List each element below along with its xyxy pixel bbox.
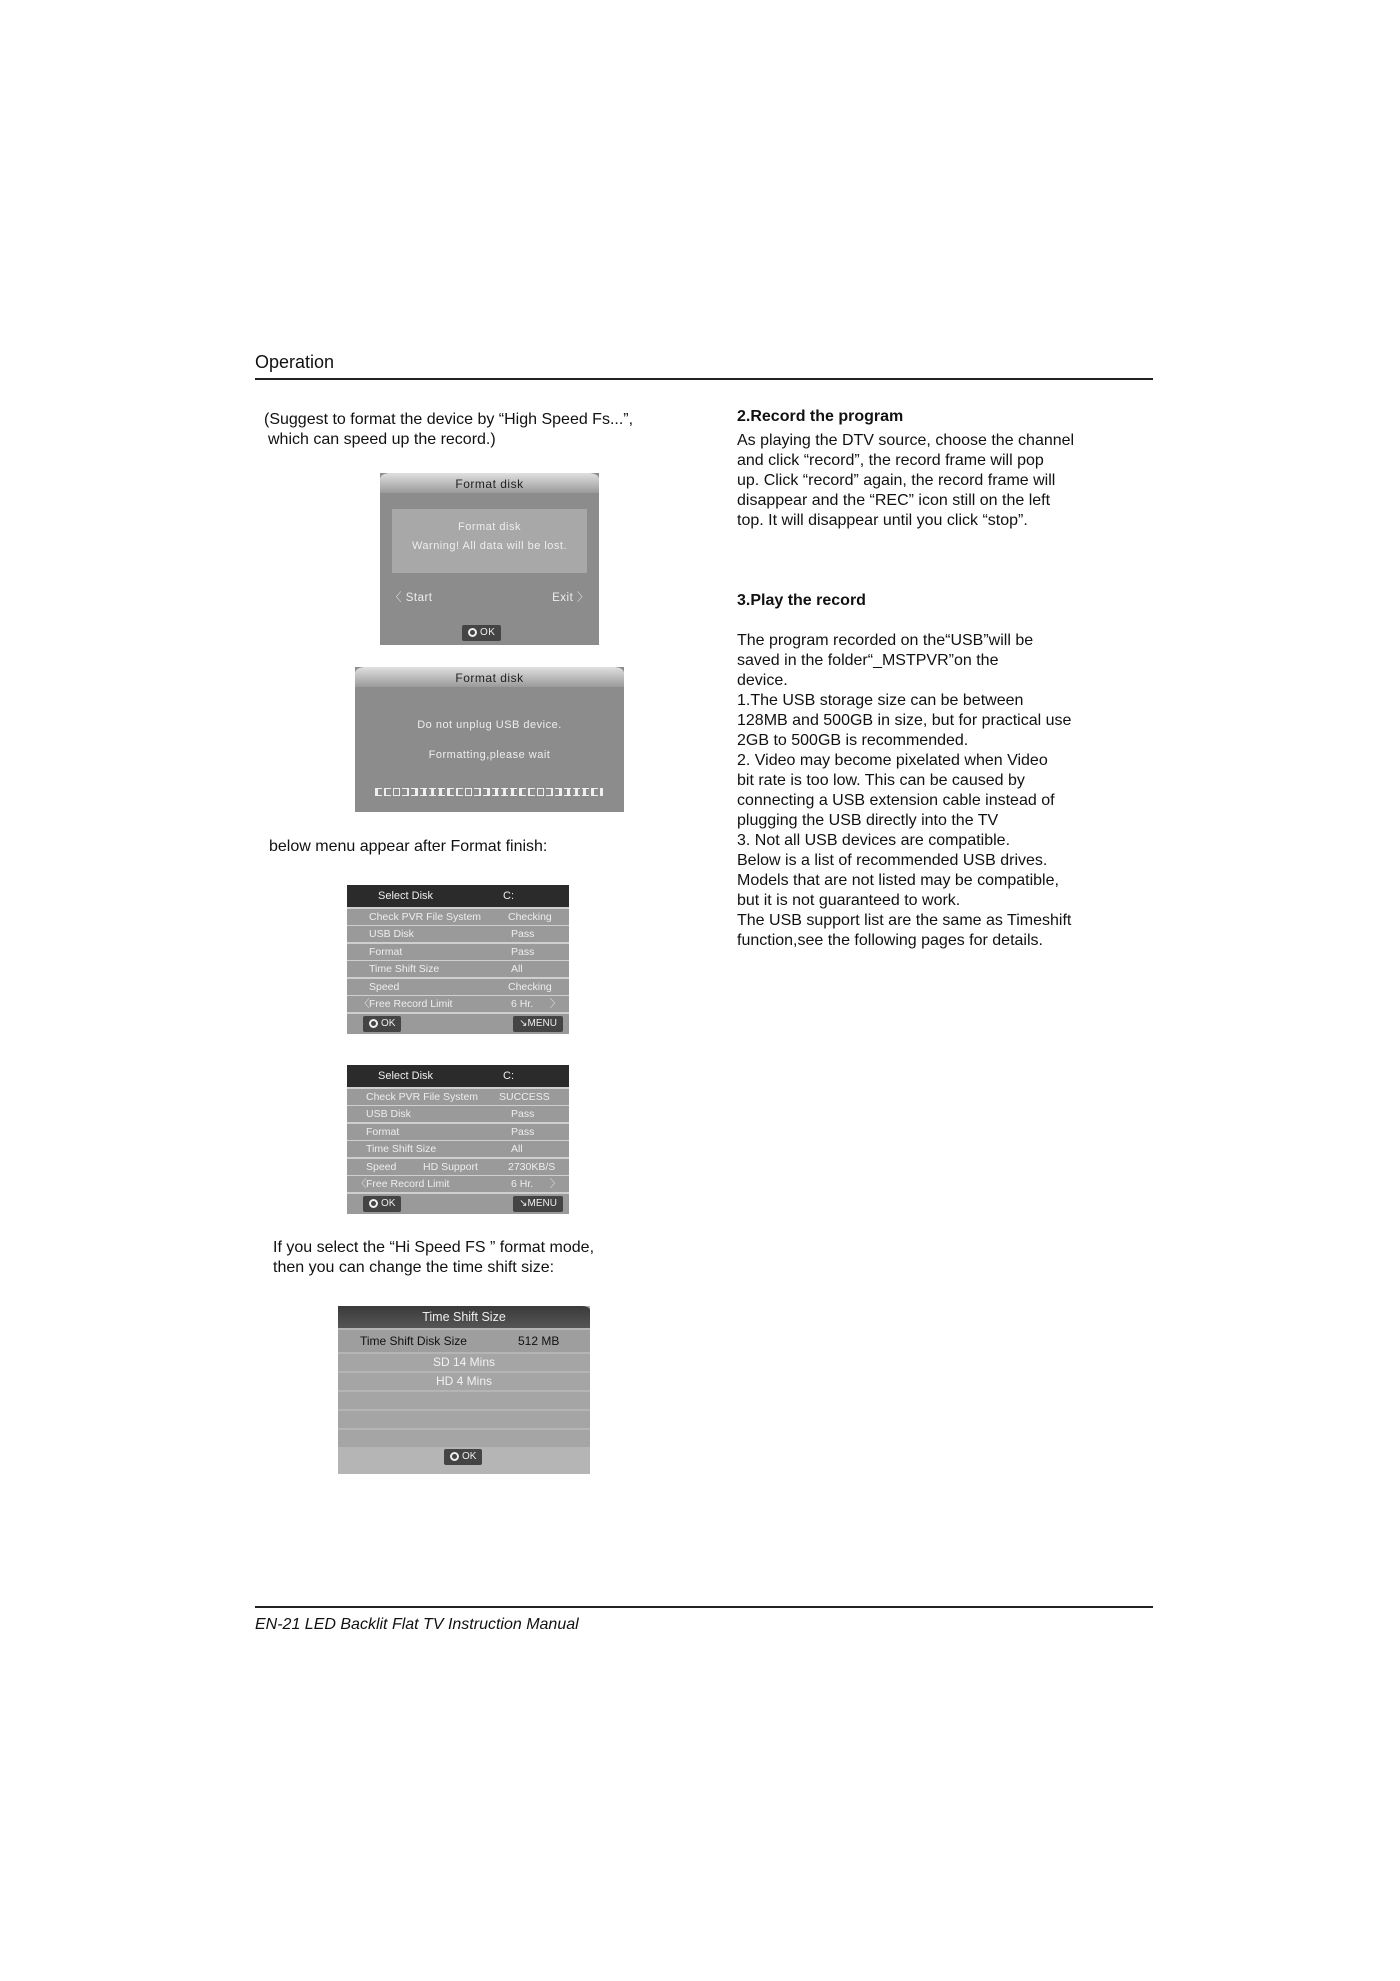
row-value: All [511, 1143, 523, 1155]
ok-button[interactable] [444, 1449, 482, 1465]
row-label: USB Disk [369, 928, 414, 940]
formatting-dialog-title: Format disk [355, 667, 624, 687]
menu2-row-speed[interactable] [347, 1159, 569, 1175]
time-shift-size-dialog [338, 1306, 590, 1474]
play-line: Below is a list of recommended USB drives. [737, 852, 1048, 869]
time-shift-footer [338, 1447, 590, 1467]
row-value: 6 Hr. [511, 1178, 534, 1190]
ok-label: OK [381, 1198, 396, 1209]
menu2-row-format[interactable] [347, 1124, 569, 1140]
ok-label: OK [480, 627, 496, 638]
unplug-warning: Do not unplug USB device. [417, 719, 562, 731]
ok-label: OK [381, 1018, 396, 1029]
play-line: The program recorded on the“USB”will be [737, 632, 1034, 649]
hd-minutes: HD 4 Mins [338, 1373, 590, 1390]
format-disk-dialog [380, 473, 599, 645]
play-line: function,see the following pages for details. [737, 932, 1043, 949]
menu-button[interactable] [513, 1016, 563, 1032]
record-line: and click “record”, the record frame will pop [737, 452, 1044, 469]
empty-row [338, 1430, 590, 1447]
menu-label: MENU [527, 1018, 557, 1029]
row-value: 2730KB/S [508, 1160, 556, 1173]
header-rule [255, 378, 1153, 380]
row-label: Check PVR File System [369, 910, 482, 923]
chevron-left-icon: 〈 [390, 592, 402, 604]
play-body [737, 631, 1137, 951]
chevron-right-icon: 〉 [577, 592, 589, 604]
ok-circle-icon [369, 1019, 378, 1028]
ok-circle-icon [468, 628, 477, 637]
record-line: top. It will disappear until you click “stop”. [737, 512, 1028, 529]
menu1-row-usb-disk[interactable] [347, 926, 569, 942]
hispeed-line-1: If you select the “Hi Speed FS ” format mode, [273, 1239, 595, 1256]
menu1-footer [347, 1014, 569, 1034]
footer-rule [255, 1606, 1153, 1608]
row-value: Checking [508, 980, 552, 993]
format-warning-box [392, 509, 587, 573]
format-dialog-title: Format disk [380, 473, 599, 493]
menu2-header[interactable] [347, 1065, 569, 1087]
menu2-disk-value: C: [503, 1070, 514, 1082]
hispeed-text [273, 1238, 594, 1278]
play-title: 3.Play the record [737, 592, 866, 609]
chevron-right-icon: 〉 [550, 998, 561, 1010]
suggest-text [264, 410, 633, 450]
formatting-status: Formatting,please wait [428, 749, 551, 761]
play-line: 1.The USB storage size can be between [737, 692, 1024, 709]
row-value: Checking [508, 910, 552, 923]
row-label: Format [366, 1125, 400, 1138]
hispeed-line-2: then you can change the time shift size: [273, 1259, 555, 1276]
select-disk-menu-checking [347, 885, 569, 1034]
format-warning-message: Warning! All data will be lost. [411, 540, 568, 552]
menu1-disk-value: C: [503, 890, 514, 902]
play-line: connecting a USB extension cable instead of [737, 792, 1055, 809]
section-title: Operation [255, 352, 335, 372]
ok-circle-icon [450, 1452, 459, 1461]
row-value: Pass [511, 1125, 535, 1138]
row-value: Pass [511, 1108, 535, 1120]
empty-row [338, 1411, 590, 1428]
row-value: 6 Hr. [511, 998, 534, 1010]
record-line: up. Click “record” again, the record frame will [737, 472, 1056, 489]
row-value: Pass [511, 928, 535, 940]
ok-label: OK [462, 1451, 477, 1462]
ok-button[interactable] [363, 1196, 401, 1212]
format-progress-bar [375, 788, 603, 796]
menu-arrow-icon: ↘ [519, 1198, 528, 1209]
after-format-text: below menu appear after Format finish: [269, 838, 548, 855]
menu2-footer [347, 1194, 569, 1214]
menu1-row-time-shift[interactable] [347, 961, 569, 977]
menu1-row-format[interactable] [347, 944, 569, 960]
formatting-dialog [355, 667, 624, 812]
chevron-left-icon: 〈 [356, 1178, 367, 1190]
menu-arrow-icon: ↘ [519, 1018, 528, 1029]
row-label: Speed [366, 1160, 397, 1173]
chevron-left-icon: 〈 [359, 998, 370, 1010]
menu-button[interactable] [513, 1196, 563, 1212]
sd-minutes: SD 14 Mins [338, 1354, 590, 1371]
play-line: but it is not guaranteed to work. [737, 892, 961, 909]
time-shift-title: Time Shift Size [338, 1306, 590, 1328]
record-title: 2.Record the program [737, 408, 904, 425]
menu1-row-speed[interactable] [347, 979, 569, 995]
format-warning-title: Format disk [458, 521, 521, 533]
play-line: 2GB to 500GB is recommended. [737, 732, 969, 749]
menu1-header[interactable] [347, 885, 569, 907]
record-line: As playing the DTV source, choose the channel [737, 432, 1075, 449]
play-line: bit rate is too low. This can be caused by [737, 772, 1025, 789]
select-disk-menu-success [347, 1065, 569, 1214]
play-line: 128MB and 500GB in size, but for practical use [737, 712, 1072, 729]
hd-support-label: HD Support [423, 1160, 478, 1173]
menu1-row-check-pvr[interactable] [347, 909, 569, 925]
disk-size-value: 512 MB [518, 1334, 560, 1348]
play-line: device. [737, 672, 788, 689]
exit-label: Exit [552, 592, 574, 604]
disk-size-label: Time Shift Disk Size [360, 1334, 467, 1348]
play-line: Models that are not listed may be compatible, [737, 872, 1059, 889]
suggest-line-2: which can speed up the record.) [268, 431, 496, 448]
menu1-row-free-record[interactable] [347, 996, 569, 1012]
row-label: USB Disk [366, 1108, 411, 1120]
exit-option[interactable] [552, 589, 589, 605]
footer-text: EN-21 LED Backlit Flat TV Instruction Manual [255, 1616, 579, 1633]
play-line: The USB support list are the same as Timeshift [737, 912, 1072, 929]
suggest-line-1: (Suggest to format the device by “High Speed Fs...”, [264, 411, 634, 428]
ok-circle-icon [369, 1199, 378, 1208]
record-body [737, 431, 1137, 531]
chevron-right-icon: 〉 [550, 1178, 561, 1190]
menu1-select-disk-label: Select Disk [378, 890, 434, 902]
record-line: disappear and the “REC” icon still on the left [737, 492, 1051, 509]
empty-row [338, 1392, 590, 1409]
menu2-select-disk-label: Select Disk [378, 1070, 434, 1082]
menu-label: MENU [527, 1198, 557, 1209]
ok-button[interactable] [363, 1016, 401, 1032]
time-shift-disk-size-row[interactable] [338, 1330, 590, 1352]
row-value: SUCCESS [499, 1090, 550, 1103]
ok-button[interactable] [462, 625, 501, 641]
play-section [737, 591, 1137, 951]
play-line: 2. Video may become pixelated when Video [737, 752, 1048, 769]
menu2-row-usb-disk[interactable] [347, 1106, 569, 1122]
row-label: Format [369, 945, 403, 958]
row-label: Time Shift Size [366, 1143, 437, 1155]
row-label: Check PVR File System [366, 1090, 479, 1103]
row-label: Free Record Limit [366, 1178, 450, 1190]
play-line: saved in the folder“_MSTPVR”on the [737, 652, 999, 669]
row-value: Pass [511, 945, 535, 958]
row-label: Speed [369, 980, 400, 993]
menu2-row-time-shift[interactable] [347, 1141, 569, 1157]
row-label: Free Record Limit [369, 998, 453, 1010]
menu2-row-check-pvr[interactable] [347, 1089, 569, 1105]
start-label: Start [405, 592, 433, 604]
row-value: All [511, 963, 523, 975]
menu2-row-free-record[interactable] [347, 1176, 569, 1192]
play-line: plugging the USB directly into the TV [737, 812, 999, 829]
start-option[interactable] [390, 589, 433, 605]
play-line: 3. Not all USB devices are compatible. [737, 832, 1011, 849]
record-section [737, 407, 1137, 531]
row-label: Time Shift Size [369, 963, 440, 975]
